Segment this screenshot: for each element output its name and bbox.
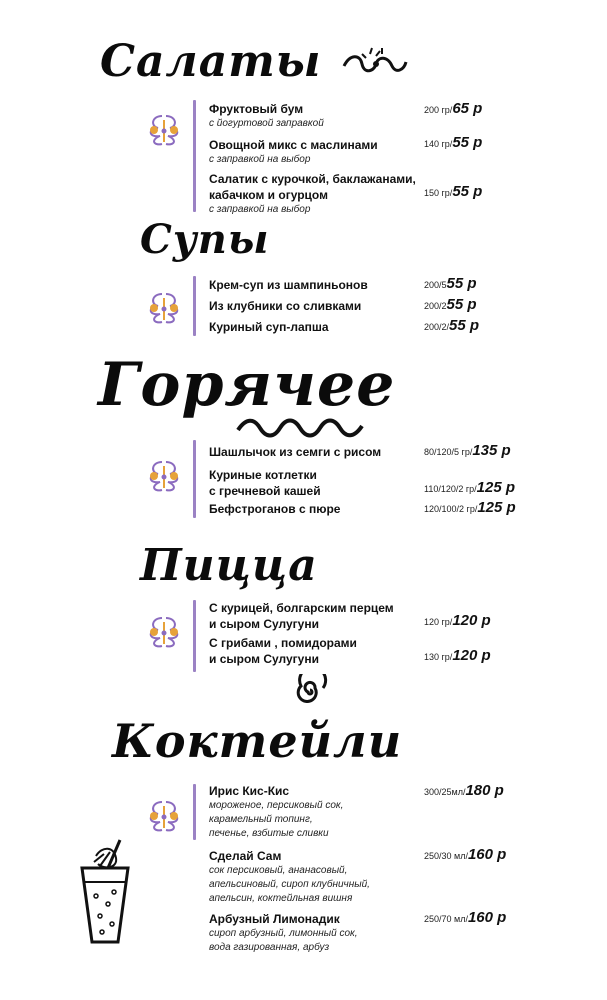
spiral-icon [292,674,328,710]
list-item [209,501,340,517]
dish-price: 300/25мл/180 р [424,782,504,799]
dish-name: Овощной микс с маслинами [209,138,378,152]
dish-name: Из клубники со сливками [209,299,362,313]
dish-name: Крем-суп из шампиньонов [209,278,368,292]
section-divider-hot [193,440,196,518]
dish-name: Фруктовый бум [209,102,304,116]
dish-name: и сыром Сулугуни [209,617,319,631]
dish-name: и сыром Сулугуни [209,652,319,666]
dish-price: 110/120/2 гр/125 р [424,479,516,496]
list-item [209,911,358,955]
section-title-salads: Салаты [100,36,322,87]
ornament-icon [140,798,188,834]
dish-name: Сделай Сам [209,849,282,863]
list-item [209,467,321,499]
section-divider-cocktails [193,784,196,840]
dish-name: кабачком и огурцом [209,188,328,202]
dish-price: 250/70 мл/160 р [424,909,507,926]
list-item [209,298,361,314]
dish-description: с заправкой на выбор [209,204,311,215]
dish-price: 250/30 мл/160 р [424,846,507,863]
dish-name: с гречневой кашей [209,484,321,498]
dish-description: вода газированная, арбуз [209,942,330,953]
list-item [209,137,378,167]
dish-name: С грибами , помидорами [209,636,357,650]
dish-name: Куриный суп-лапша [209,320,329,334]
dish-description: сок персиковый, ананасовый, [209,865,348,876]
dish-description: с йогуртовой заправкой [209,118,324,129]
section-title-soups: Супы [140,216,270,263]
cocktail-glass-icon [74,838,138,948]
list-item [209,444,381,460]
dish-price: 200/555 р [424,275,477,292]
dish-price: 80/120/5 гр/135 р [424,442,511,459]
dish-description: карамельный топинг, [209,814,313,825]
dish-description: сироп арбузный, лимонный сок, [209,928,358,939]
list-item [209,101,324,131]
list-item [209,171,416,217]
section-title-cocktails: Коктейли [112,714,403,768]
dish-price: 120/100/2 гр/125 р [424,499,516,516]
ornament-icon [140,290,188,326]
dish-description: мороженое, персиковый сок, [209,800,344,811]
dish-name: Куриные котлетки [209,468,317,482]
dish-description: с заправкой на выбор [209,154,311,165]
ornament-icon [140,614,188,650]
dish-description: апельсин, коктейльная вишня [209,893,353,904]
dish-name: С курицей, болгарским перцем [209,601,394,615]
list-item [209,783,343,841]
flourish-icon [340,44,410,80]
dish-price: 200 гр/65 р [424,100,483,117]
section-divider-soups [193,276,196,336]
dish-name: Салатик с курочкой, баклажанами, [209,172,416,186]
dish-name: Арбузный Лимонадик [209,912,340,926]
dish-name: Бефстроганов с пюре [209,502,341,516]
dish-name: Шашлычок из семги с рисом [209,445,382,459]
dish-price: 200/255 р [424,296,477,313]
wave-icon [236,416,366,440]
dish-price: 120 гр/120 р [424,612,491,629]
list-item [209,600,394,632]
section-title-hot: Горячее [98,350,396,420]
section-title-pizza: Пицца [140,540,318,591]
dish-price: 150 гр/55 р [424,183,483,200]
list-item [209,277,368,293]
dish-price: 140 гр/55 р [424,134,483,151]
ornament-icon [140,112,188,148]
dish-price: 200/2/55 р [424,317,480,334]
list-item [209,635,357,667]
list-item [209,848,370,906]
dish-name: Ирис Кис-Кис [209,784,290,798]
dish-price: 130 гр/120 р [424,647,491,664]
section-divider-pizza [193,600,196,672]
dish-description: апельсиновый, сироп клубничный, [209,879,370,890]
ornament-icon [140,458,188,494]
list-item [209,319,329,335]
dish-description: печенье, взбитые сливки [209,828,329,839]
section-divider-salads [193,100,196,212]
